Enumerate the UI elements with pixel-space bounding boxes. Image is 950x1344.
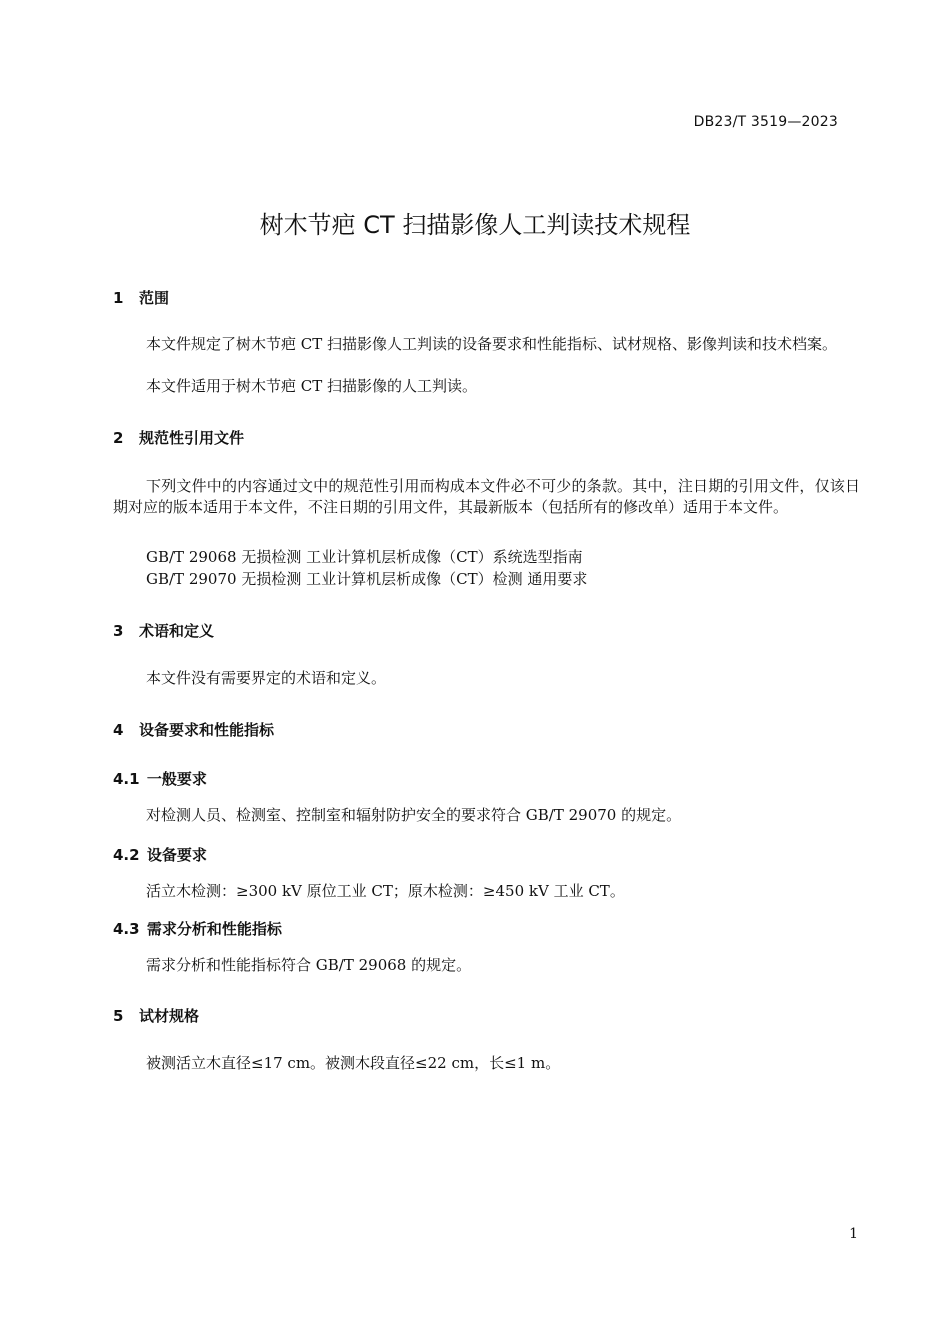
subsection-heading-performance <box>113 918 282 939</box>
subsection-title: 一般要求 <box>146 770 207 788</box>
specimen-specs-paragraph: 被测活立木直径≤17 cm。被测木段直径≤22 cm，长≤1 m。 <box>146 1054 561 1072</box>
section-number: 4 <box>113 721 124 739</box>
subsection-number: 4.1 <box>113 770 140 788</box>
section-number: 3 <box>113 622 124 640</box>
document-standard-number: DB23/T 3519—2023 <box>693 114 838 130</box>
section-number: 1 <box>113 289 124 307</box>
subsection-heading-equipment-requirements <box>113 844 207 865</box>
subsection-number: 4.2 <box>113 846 140 864</box>
section-title: 设备要求和性能指标 <box>139 721 275 739</box>
reference-item-gbt29070: GB/T 29070 无损检测 工业计算机层析成像（CT）检测 通用要求 <box>146 570 588 588</box>
subsection-title: 设备要求 <box>146 846 207 864</box>
section-title: 术语和定义 <box>139 622 215 640</box>
section-title: 试材规格 <box>139 1007 200 1025</box>
terms-paragraph: 本文件没有需要界定的术语和定义。 <box>146 669 387 687</box>
scope-paragraph-1: 本文件规定了树木节疤 CT 扫描影像人工判读的设备要求和性能指标、试材规格、影像判读和技术档案。 <box>146 335 838 353</box>
section-heading-equipment <box>113 719 274 740</box>
document-title: 树木节疤 CT 扫描影像人工判读技术规程 <box>259 211 691 239</box>
scope-paragraph-2: 本文件适用于树木节疤 CT 扫描影像的人工判读。 <box>146 377 478 395</box>
section-heading-scope <box>113 287 169 308</box>
section-number: 5 <box>113 1007 124 1025</box>
section-title: 范围 <box>139 289 170 307</box>
subsection-heading-general <box>113 768 207 789</box>
subsection-title: 需求分析和性能指标 <box>146 920 282 938</box>
section-number: 2 <box>113 429 124 447</box>
performance-paragraph: 需求分析和性能指标符合 GB/T 29068 的规定。 <box>146 956 472 974</box>
equipment-requirements-paragraph: 活立木检测：≥300 kV 原位工业 CT；原木检测：≥450 kV 工业 CT。 <box>146 882 625 900</box>
reference-item-gbt29068: GB/T 29068 无损检测 工业计算机层析成像（CT）系统选型指南 <box>146 548 583 566</box>
subsection-number: 4.3 <box>113 920 140 938</box>
section-heading-normative-references <box>113 427 244 448</box>
section-heading-terms <box>113 620 214 641</box>
page-number: 1 <box>849 1226 858 1242</box>
general-requirements-paragraph: 对检测人员、检测室、控制室和辐射防护安全的要求符合 GB/T 29070 的规定。 <box>146 806 682 824</box>
section-title: 规范性引用文件 <box>139 429 245 447</box>
references-paragraph: 下列文件中的内容通过文中的规范性引用而构成本文件必不可少的条款。其中，注日期的引用文件，仅该日期对应的版本适用于本文件，不注日期的引用文件，其最新版本（包括所有的修改单）适用于本文件。 <box>113 477 860 516</box>
section-heading-specimen-specs <box>113 1005 199 1026</box>
